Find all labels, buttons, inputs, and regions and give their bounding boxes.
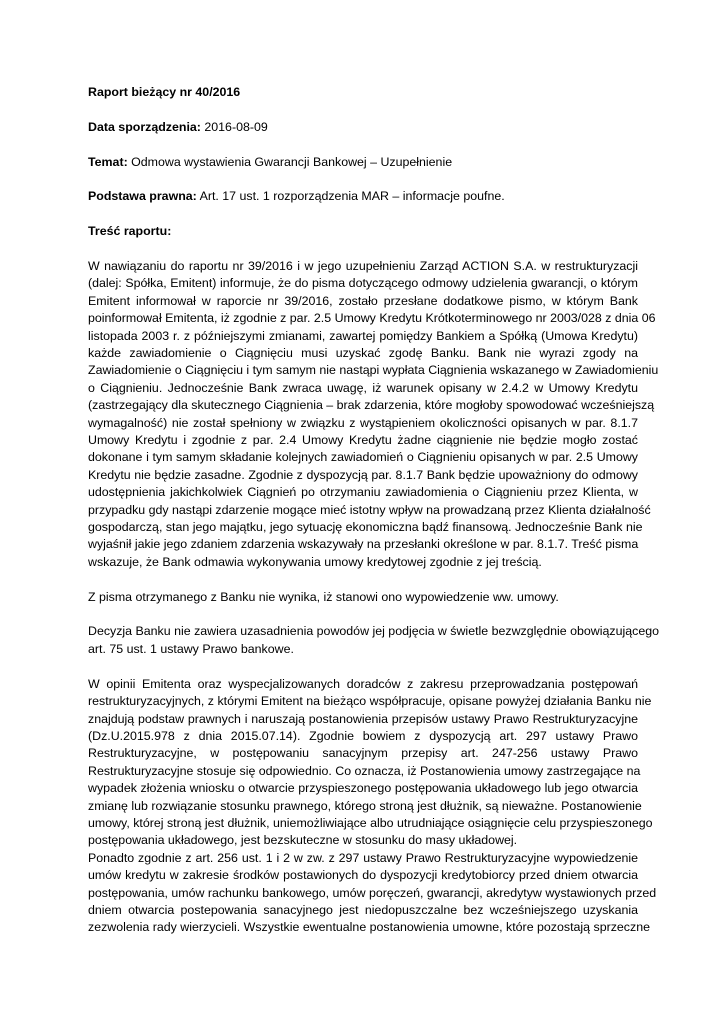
report-content-heading: Treść raportu:: [88, 224, 172, 239]
paragraph-line: poinformował Emitenta, iż zgodnie z par. 2.5 Umowy Kredytu Krótkoterminowego nr 2003/028 z dnia 06: [88, 311, 656, 326]
paragraph-line: W opinii Emitenta oraz wyspecjalizowanych doradców z zakresu przeprowadzania postępowań: [88, 676, 638, 691]
paragraph-line: postępowania, umów rachunku bankowego, umów poręczeń, gwarancji, akredytyw wystawionych przed: [88, 885, 657, 900]
paragraph-line: znajdują podstaw prawnych i naruszają postanowienia przepisów ustawy Prawo Restrukturyzacyjne: [88, 711, 638, 726]
paragraph-line: każde zawiadomienie o Ciągnięciu musi uzyskać zgodę Banku. Bank nie wyrazi zgody na: [88, 346, 638, 361]
report-subject-value: Odmowa wystawienia Gwarancji Bankowej – Uzupełnienie: [131, 154, 453, 169]
paragraph-line: Ponadto zgodnie z art. 256 ust. 1 i 2 w zw. z 297 ustawy Prawo Restrukturyzacyjne wypowiedzenie: [88, 850, 638, 865]
body-paragraph: [88, 850, 657, 937]
paragraph-line: udostępnienia jakichkolwiek Ciągnień po otrzymaniu zawiadomienia o Ciągnieniu przez Klienta, w: [88, 485, 638, 500]
body-paragraph: [88, 258, 659, 571]
body-paragraph: [88, 589, 638, 606]
paragraph-line: Emitent informował w raporcie nr 39/2016, zostało przesłane dodatkowe pismo, w którym Bank: [88, 293, 638, 308]
paragraph-line: gospodarczą, stan jego majątku, jego sytuację ekonomiczna bądź finansową. Jednocześnie Bank nie: [88, 520, 643, 535]
body-paragraph: [88, 676, 653, 850]
paragraph-line: Decyzja Banku nie zawiera uzasadnienia powodów jej podjęcia w świetle bezwzględnie obowiązującego: [88, 624, 659, 639]
paragraph-line: o Ciągnieniu. Jednocześnie Bank zwraca uwagę, iż warunek opisany w 2.4.2 w Umowy Kredytu: [88, 380, 638, 395]
paragraph-line: wyjaśnił jakie jego zdaniem zdarzenia wskazywały na przesłanki określone w par. 8.1.7. Treść pisma: [88, 537, 639, 552]
paragraph-line: restrukturyzacyjnych, z którymi Emitent na bieżąco współpracuje, opisane powyżej działania Banku nie: [88, 694, 652, 709]
report-subject-label: Temat:: [88, 154, 128, 169]
paragraph-line: Z pisma otrzymanego z Banku nie wynika, iż stanowi ono wypowiedzenie ww. umowy.: [88, 589, 559, 604]
paragraph-line: Kredytu nie będzie zasadne. Zgodnie z dyspozycją par. 8.1.7 Bank będzie upoważniony do odmowy: [88, 467, 638, 482]
report-legal-basis-label: Podstawa prawna:: [88, 189, 197, 204]
paragraph-line: dniem otwarcia postepowania sanacyjnego jest niedopuszczalne bez wcześniejszego uzyskania: [88, 902, 638, 917]
paragraph-line: wymagalność) nie został spełniony w związku z wystąpieniem okoliczności opisanych w par. 8.1.7: [88, 415, 638, 430]
paragraph-line: Zawiadomienie o Ciągnięciu i tym samym nie nastąpi wypłata Ciągnienia wskazanego w Zawiadomieniu: [88, 363, 659, 378]
paragraph-line: Umowy Kredytu i zgodnie z par. 2.4 Umowy Kredytu żadne ciągnienie nie będzie mogło zostać: [88, 433, 638, 448]
paragraph-line: wskazuje, że Bank odmawia wykonywania umowy kredytowej zgodnie z jej treścią.: [88, 554, 542, 569]
report-subject: [88, 154, 638, 171]
paragraph-line: W nawiązaniu do raportu nr 39/2016 i w jego uzupełnieniu Zarząd ACTION S.A. w restrukturyzacji: [88, 258, 638, 273]
paragraph-line: (Dz.U.2015.978 z dnia 2015.07.14). Zgodnie bowiem z dyspozycją art. 297 ustawy Prawo: [88, 728, 638, 743]
paragraph-line: (zastrzegający dla skutecznego Ciągnienia – brak zdarzenia, które mogłoby spowodować wcześniejszą: [88, 398, 655, 413]
paragraph-line: listopada 2003 r. z późniejszymi zmianami, zawartej pomiędzy Bankiem a Spółką (Umowa Kredytu): [88, 328, 638, 343]
paragraph-line: Restrukturyzacyjne stosuje się odpowiednio. Co oznacza, iż Postanowienia umowy zastrzegające na: [88, 763, 641, 778]
document-content: [88, 84, 659, 937]
report-date-label: Data sporządzenia:: [88, 119, 201, 134]
paragraph-line: postępowania układowego, jest bezskuteczne w stosunku do masy układowej.: [88, 833, 518, 848]
paragraph-line: umowy, której stroną jest dłużnik, uniemożliwiające albo utrudniające osiągnięcie celu przyspieszonego: [88, 815, 653, 830]
paragraph-line: Restrukturyzacyjne, w postępowaniu sanacyjnym przepisy art. 247-256 ustawy Prawo: [88, 746, 638, 761]
paragraph-line: zmianę lub rozwiązanie stosunku prawnego, którego stroną jest dłużnik, są nieważne. Postanowienie: [88, 798, 642, 813]
paragraph-line: wypadek złożenia wniosku o otwarcie przyspieszonego postępowania układowego lub jego otwarcia: [88, 781, 638, 796]
paragraph-line: (dalej: Spółka, Emitent) informuje, że do pisma dotyczącego odmowy udzielenia gwarancji, o którym: [88, 276, 638, 291]
report-date: [88, 119, 638, 136]
report-legal-basis-value: Art. 17 ust. 1 rozporządzenia MAR – informacje poufne.: [199, 189, 505, 204]
paragraph-line: art. 75 ust. 1 ustawy Prawo bankowe.: [88, 641, 294, 656]
report-legal-basis: [88, 188, 638, 205]
paragraph-line: dokonane i tym samym składanie kolejnych zawiadomień o Ciągnieniu opisanych w par. 2.5 Umowy: [88, 450, 638, 465]
paragraph-line: przypadku gdy nastąpi zdarzenie mogące mieć istotny wpływ na prowadzaną przez Klienta działalność: [88, 502, 651, 517]
paragraph-line: umów kredytu w zakresie środków postawionych do dyspozycji kredytobiorcy przed dniem otwarcia: [88, 868, 638, 883]
report-title: Raport bieżący nr 40/2016: [88, 85, 241, 99]
body-paragraph: [88, 623, 659, 658]
paragraph-line: zezwolenia rady wierzycieli. Wszystkie ewentualne postanowienia umowne, które pozostają sprzeczne: [88, 920, 650, 935]
report-date-value: 2016-08-09: [204, 119, 268, 134]
report-body: [88, 258, 659, 937]
